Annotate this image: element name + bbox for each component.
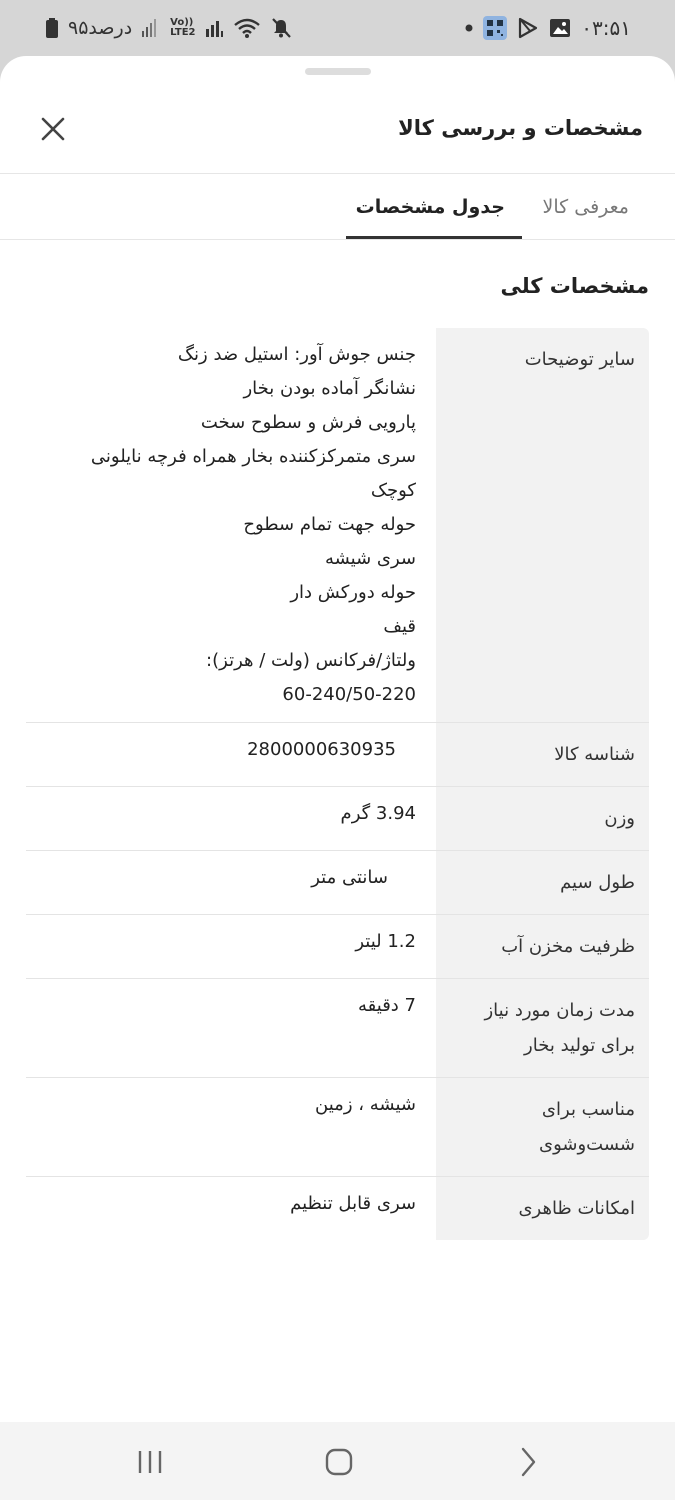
table-row xyxy=(26,1078,649,1177)
status-bar xyxy=(0,0,675,56)
spec-key: ظرفیت مخزن آب xyxy=(436,915,649,978)
table-row xyxy=(26,979,649,1078)
signal-icon xyxy=(206,19,224,37)
table-row xyxy=(26,851,649,915)
spec-key: شناسه کالا xyxy=(436,723,649,786)
spec-value xyxy=(26,1177,436,1240)
clock: ۰۳:۵۱ xyxy=(581,16,631,40)
section-title: مشخصات کلی xyxy=(500,274,649,298)
spec-value-line: 60-240/50-220 xyxy=(282,684,416,705)
tab-product-intro[interactable]: معرفی کالا xyxy=(542,196,629,218)
table-row xyxy=(26,787,649,851)
status-right xyxy=(465,16,631,40)
spec-value-line: 1.2 لیتر xyxy=(355,931,416,952)
qr-code-icon xyxy=(483,16,507,40)
spec-value-line: حوله دورکش دار xyxy=(290,582,416,603)
back-button[interactable] xyxy=(508,1446,548,1478)
home-icon xyxy=(325,1448,353,1476)
sheet-title: مشخصات و بررسی کالا xyxy=(398,116,643,140)
table-row xyxy=(26,1177,649,1240)
tab-bar xyxy=(0,176,675,240)
table-row xyxy=(26,915,649,979)
spec-value-line: 7 دقیقه xyxy=(358,995,416,1016)
home-button[interactable] xyxy=(319,1446,359,1478)
status-left xyxy=(46,17,292,39)
spec-key: مدت زمان مورد نیاز برای تولید بخار xyxy=(436,979,649,1077)
spec-value xyxy=(26,1078,436,1176)
spec-value-line: حوله جهت تمام سطوح xyxy=(243,514,416,535)
spec-value xyxy=(26,787,436,850)
table-row xyxy=(26,328,649,723)
spec-key: سایر توضیحات xyxy=(436,328,649,722)
close-icon xyxy=(41,117,65,141)
spec-value-line: کوچک xyxy=(370,480,416,501)
spec-value-line: ولتاژ/فرکانس (ولت / هرتز): xyxy=(206,650,416,671)
spec-value-line: سانتی متر xyxy=(311,867,388,888)
gallery-icon xyxy=(549,18,571,38)
spec-value-line: 2800000630935 xyxy=(247,739,396,760)
spec-key: وزن xyxy=(436,787,649,850)
spec-key: امکانات ظاهری xyxy=(436,1177,649,1240)
spec-value xyxy=(26,979,436,1077)
mute-icon xyxy=(270,17,292,39)
network-label-bottom: LTE2 xyxy=(170,27,196,38)
spec-table xyxy=(26,328,649,1240)
network-type xyxy=(170,18,195,38)
close-button[interactable] xyxy=(36,112,70,146)
spec-value-line: پارویی فرش و سطوح سخت xyxy=(200,412,416,433)
signal-icon xyxy=(142,19,160,37)
spec-value-line: نشانگر آماده بودن بخار xyxy=(243,378,416,399)
battery-text: ۹۵درصد xyxy=(68,17,133,39)
spec-value-line: سری متمرکزکننده بخار همراه فرچه نایلونی xyxy=(90,446,416,467)
battery-icon xyxy=(46,18,58,38)
spec-value-line: سری قابل تنظیم xyxy=(290,1193,416,1214)
table-row xyxy=(26,723,649,787)
spec-value xyxy=(26,723,436,786)
play-store-icon xyxy=(517,17,539,39)
spec-value xyxy=(26,851,436,914)
notification-dot-icon xyxy=(465,24,473,32)
spec-key: طول سیم xyxy=(436,851,649,914)
spec-value-line: شیشه ، زمین xyxy=(315,1094,416,1115)
back-icon xyxy=(518,1447,538,1477)
recent-apps-button[interactable] xyxy=(130,1446,170,1478)
spec-key: مناسب برای شست‌وشوی xyxy=(436,1078,649,1176)
network-label-top: Vo)) xyxy=(170,17,194,28)
recent-apps-icon xyxy=(136,1449,164,1475)
spec-value xyxy=(26,915,436,978)
active-tab-indicator xyxy=(346,236,522,239)
spec-value-line: 3.94 گرم xyxy=(340,803,416,824)
wifi-icon xyxy=(234,18,260,38)
drag-handle[interactable] xyxy=(305,68,371,75)
navigation-bar xyxy=(0,1422,675,1500)
sheet-header xyxy=(0,96,675,174)
spec-value xyxy=(26,328,436,722)
spec-value-line: جنس جوش آور: استیل ضد زنگ xyxy=(177,344,416,365)
spec-value-line: قیف xyxy=(383,616,416,637)
bottom-sheet xyxy=(0,56,675,1422)
spec-value-line: سری شیشه xyxy=(324,548,416,569)
tab-specifications[interactable]: جدول مشخصات xyxy=(355,196,505,218)
